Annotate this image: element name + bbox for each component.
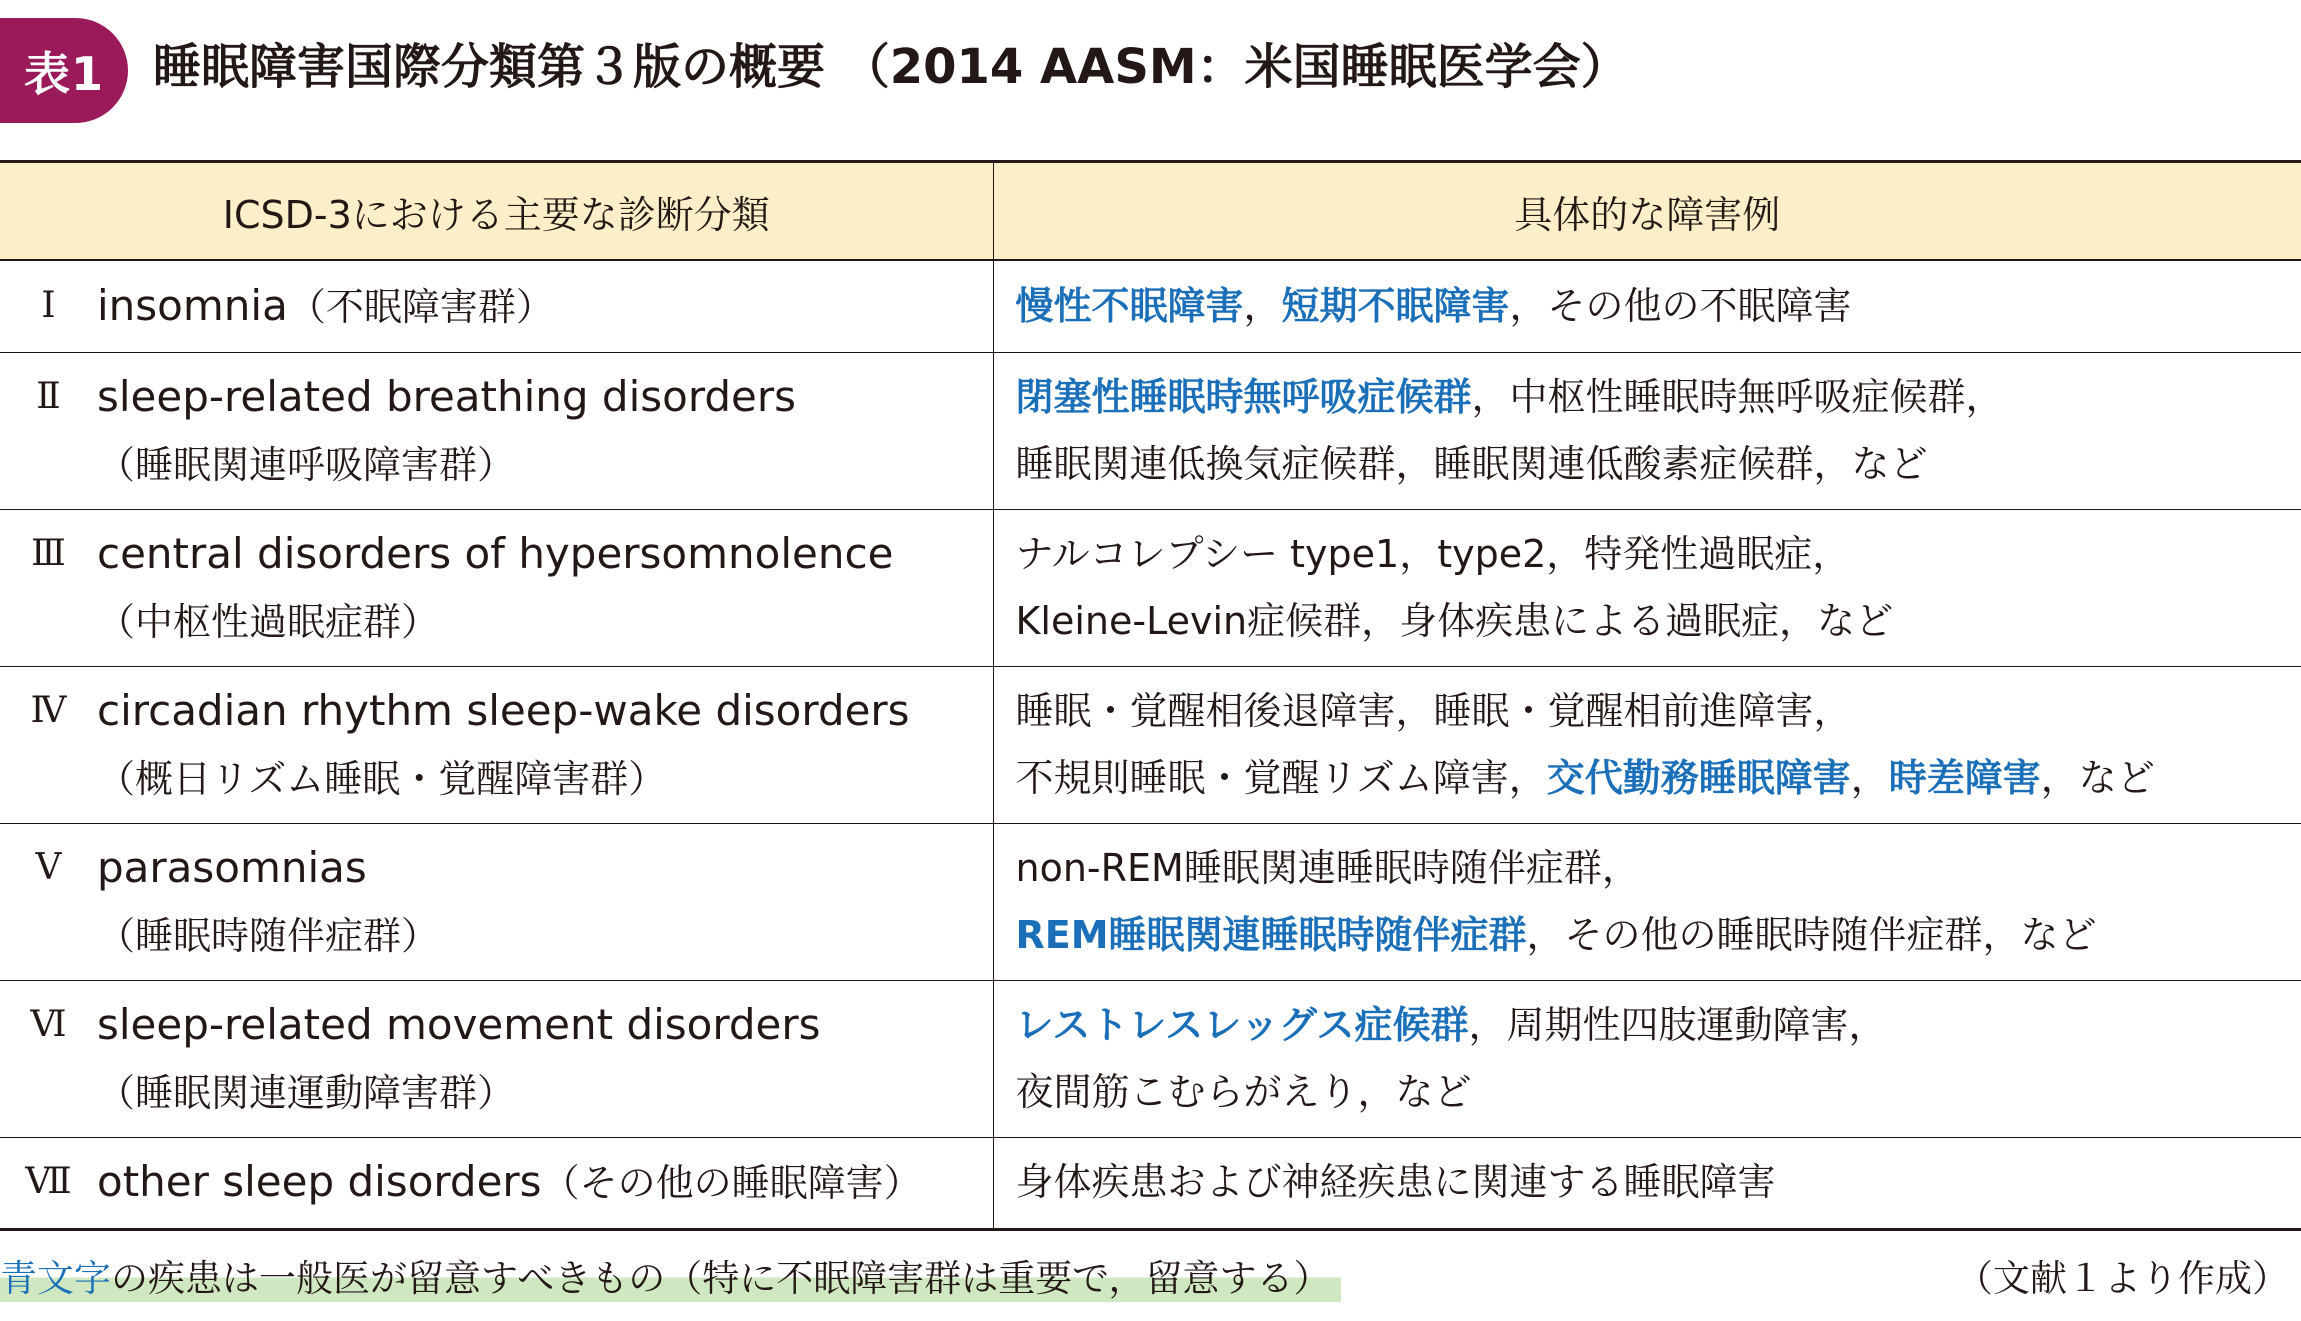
- category-cell: [0, 509, 993, 666]
- table-row: [0, 980, 2301, 1137]
- example-line: [1016, 1059, 2301, 1126]
- category-cell: [0, 980, 993, 1137]
- highlighted-disorder: REM睡眠関連睡眠時随伴症群: [1015, 912, 1527, 957]
- example-line: [1016, 431, 2301, 498]
- category-english: central disorders of hypersomnolence: [97, 528, 894, 578]
- example-text: 不規則睡眠・覚醒リズム障害，: [1015, 755, 1547, 800]
- category-number: Ⅶ: [25, 1161, 72, 1202]
- column-header-category: ICSD-3における主要な診断分類: [0, 162, 993, 261]
- example-text: ，周期性四肢運動障害，: [1468, 1002, 1887, 1047]
- category-number: Ⅵ: [30, 1003, 67, 1045]
- example-text: 夜間筋こむらがえり，など: [1015, 1069, 1472, 1114]
- category-number: Ⅰ: [41, 284, 56, 326]
- category-cell: [0, 1137, 993, 1229]
- example-line: [1016, 364, 2301, 431]
- example-text: ，: [1243, 283, 1282, 328]
- example-text: ナルコレプシー type1，type2，特発性過眠症，: [1015, 531, 1851, 576]
- example-text: ，など: [2040, 755, 2155, 800]
- example-text: ，: [1850, 755, 1889, 800]
- example-line: [1016, 521, 2301, 588]
- examples-cell: [993, 1137, 2301, 1229]
- table-row: [0, 352, 2301, 509]
- category-number: Ⅴ: [35, 846, 62, 888]
- table-row: [0, 823, 2301, 980]
- highlighted-disorder: 慢性不眠障害: [1015, 283, 1244, 328]
- category-japanese: （その他の睡眠障害）: [541, 1161, 922, 1205]
- table-row: [0, 260, 2301, 352]
- category-cell: [0, 260, 993, 352]
- examples-cell: [993, 823, 2301, 980]
- example-line: [1016, 678, 2301, 745]
- examples-cell: [993, 509, 2301, 666]
- category-english: insomnia: [97, 280, 288, 330]
- examples-cell: [993, 980, 2301, 1137]
- category-english: parasomnias: [97, 842, 367, 892]
- examples-cell: [993, 352, 2301, 509]
- example-text: ，中枢性睡眠時無呼吸症候群，: [1471, 374, 2004, 419]
- category-english: other sleep disorders: [97, 1157, 542, 1206]
- table-row: [0, 1137, 2301, 1229]
- examples-cell: [993, 260, 2301, 352]
- category-english: circadian rhythm sleep-wake disorders: [97, 685, 910, 735]
- highlighted-disorder: 短期不眠障害: [1281, 283, 1510, 328]
- example-line: [1016, 273, 2301, 340]
- example-text: ，その他の不眠障害: [1509, 283, 1852, 328]
- example-text: non-REM睡眠関連睡眠時随伴症群，: [1015, 845, 1640, 890]
- table-row: [0, 509, 2301, 666]
- example-text: ，その他の睡眠時随伴症群，など: [1526, 912, 2097, 957]
- category-cell: [0, 352, 993, 509]
- example-text: Kleine-Levin症候群，身体疾患による過眠症，など: [1015, 598, 1894, 643]
- example-text: 睡眠関連低換気症候群，睡眠関連低酸素症候群，など: [1015, 441, 1928, 486]
- example-line: [1016, 992, 2301, 1059]
- highlighted-disorder: 時差障害: [1888, 755, 2041, 800]
- category-japanese: （睡眠関連運動障害群）: [97, 1070, 516, 1115]
- category-japanese: （睡眠時随伴症群）: [97, 913, 440, 958]
- category-number: Ⅱ: [36, 375, 61, 417]
- category-number: Ⅲ: [31, 532, 66, 574]
- category-cell: [0, 666, 993, 823]
- footnote-text: の疾患は一般医が留意すべきもの（特に不眠障害群は重要で，留意する）: [111, 1257, 1331, 1300]
- example-text: 睡眠・覚醒相後退障害，睡眠・覚醒相前進障害，: [1015, 688, 1852, 733]
- table-body: [0, 260, 2301, 1229]
- highlighted-disorder: 閉塞性睡眠時無呼吸症候群: [1015, 374, 1472, 419]
- table-number-badge: 表1: [0, 18, 128, 123]
- category-japanese: （概日リズム睡眠・覚醒障害群）: [97, 756, 667, 801]
- example-text: 身体疾患および神経疾患に関連する睡眠障害: [1015, 1160, 1776, 1204]
- category-english: sleep-related breathing disorders: [97, 371, 797, 421]
- sleep-disorder-table: [0, 160, 2301, 1231]
- footnote-blue-label: 青文字: [0, 1257, 111, 1300]
- highlighted-disorder: 交代勤務睡眠障害: [1546, 755, 1851, 800]
- example-line: [1016, 588, 2301, 655]
- example-line: [1016, 902, 2301, 969]
- footnote: [0, 1248, 1341, 1302]
- table-title: 睡眠障害国際分類第３版の概要 （2014 AASM：米国睡眠医学会）: [153, 39, 1629, 95]
- category-japanese: （中枢性過眠症群）: [97, 599, 440, 644]
- column-header-examples: 具体的な障害例: [993, 162, 2301, 261]
- category-japanese: （睡眠関連呼吸障害群）: [97, 442, 516, 487]
- highlighted-disorder: レストレスレッグス症候群: [1015, 1002, 1469, 1047]
- example-line: [1016, 835, 2301, 902]
- source-citation: （文献１より作成）: [1956, 1257, 2289, 1300]
- category-cell: [0, 823, 993, 980]
- examples-cell: [993, 666, 2301, 823]
- category-english: sleep-related movement disorders: [97, 999, 821, 1049]
- category-japanese: （不眠障害群）: [287, 284, 554, 329]
- table-header-row: [0, 162, 2301, 261]
- category-number: Ⅳ: [30, 689, 67, 731]
- example-line: [1016, 1149, 2301, 1216]
- table-row: [0, 666, 2301, 823]
- example-line: [1016, 745, 2301, 812]
